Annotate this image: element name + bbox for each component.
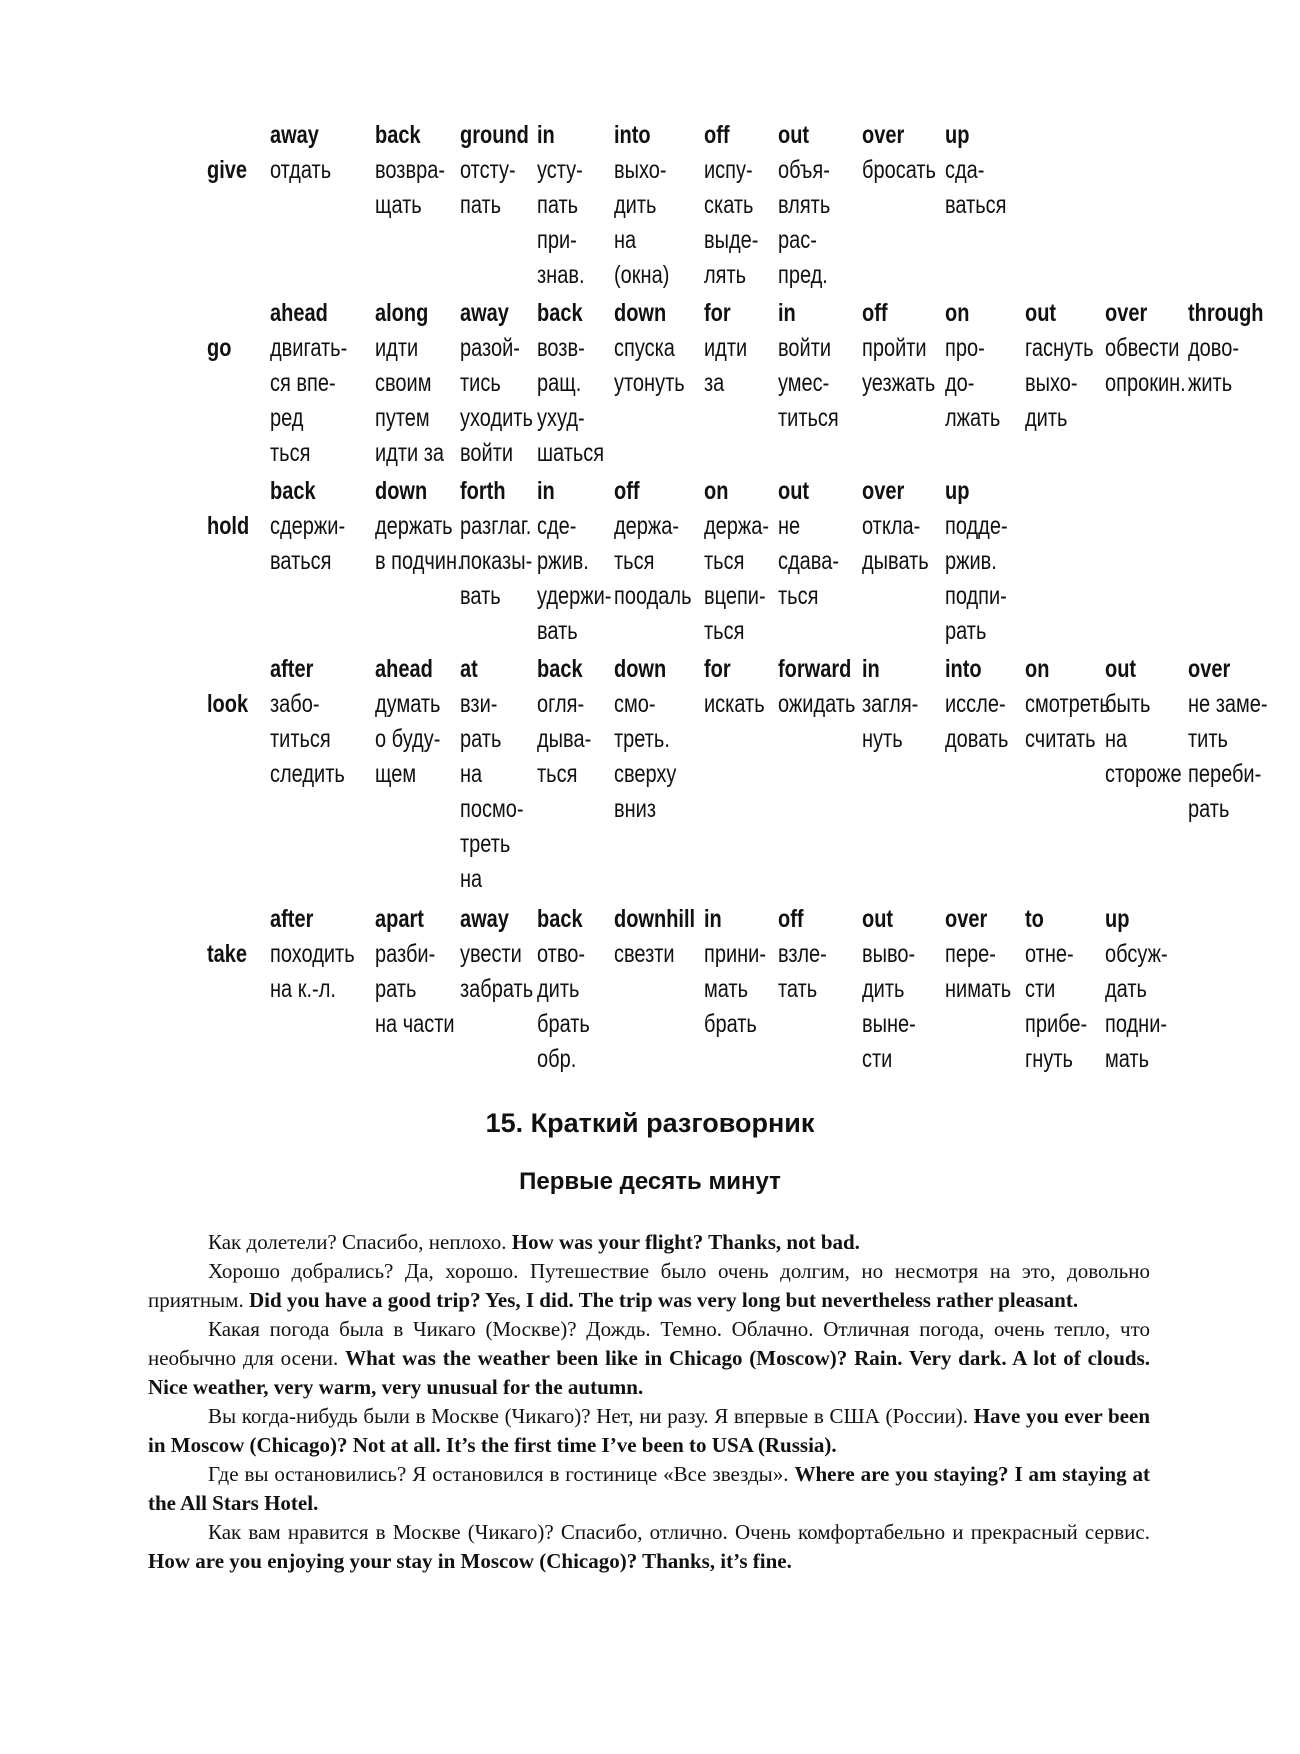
meaning-line: дить: [862, 975, 905, 1003]
meaning-line: смо-: [614, 690, 656, 718]
russian-text: Вы когда-нибудь были в Москве (Чикаго)? Нет, ни разу. Я впервые в США (России).: [208, 1404, 968, 1428]
english-text: Did you have a good trip? Yes, I did. The trip was very long but nevertheless rather pleasant.: [248, 1288, 1079, 1312]
dialogue-paragraph: [148, 1228, 1150, 1257]
meaning-line: огля-: [537, 690, 585, 718]
meaning-line: объя-: [778, 156, 830, 184]
meaning-line: дывать: [862, 547, 929, 575]
meaning-line: щем: [375, 760, 417, 788]
russian-text: Хорошо добрались? Да, хорошо. Путешествие было очень долгим, но несмотря на это, довольно приятным.: [148, 1259, 1150, 1312]
dialogue-paragraph: [148, 1518, 1150, 1576]
meaning-line: разой-: [460, 334, 520, 362]
particle: apart: [375, 905, 424, 933]
meaning-line: титься: [778, 404, 839, 432]
meaning-line: стороже: [1105, 760, 1182, 788]
particle: down: [614, 655, 667, 683]
particle: back: [537, 905, 583, 933]
meaning-line: ться: [778, 582, 819, 610]
russian-text: Как вам нравится в Москве (Чикаго)? Спасибо, отлично. Очень комфортабельно и прекрасный сервис.: [208, 1520, 1150, 1544]
particle: over: [862, 121, 905, 149]
particle: on: [945, 299, 970, 327]
particle: in: [537, 121, 555, 149]
meaning-line: быть: [1105, 690, 1151, 718]
meaning-line: отне-: [1025, 940, 1074, 968]
meaning-line: знав.: [537, 261, 585, 289]
meaning-line: рас-: [778, 226, 817, 254]
meaning-line: испу-: [704, 156, 753, 184]
meaning-line: сдержи-: [270, 512, 346, 540]
meaning-line: возвра-: [375, 156, 445, 184]
meaning-line: обр.: [537, 1045, 577, 1073]
particle: off: [614, 477, 640, 505]
meaning-line: путем: [375, 404, 430, 432]
meaning-line: ржив.: [537, 547, 589, 575]
meaning-line: посмо-: [460, 795, 524, 823]
meaning-line: утонуть: [614, 369, 685, 397]
meaning-line: искать: [704, 690, 765, 718]
particle: for: [704, 655, 731, 683]
section-heading: 15. Краткий разговорник: [485, 1108, 815, 1138]
meaning-line: отво-: [537, 940, 586, 968]
dialogue-paragraph: [148, 1460, 1150, 1518]
particle: forward: [778, 655, 852, 683]
meaning-line: мать: [1105, 1045, 1150, 1073]
meaning-line: обвести: [1105, 334, 1180, 362]
meaning-line: влять: [778, 191, 831, 219]
meaning-line: разглаг.: [460, 512, 532, 540]
meaning-line: сде-: [537, 512, 577, 540]
meaning-line: треть: [460, 830, 511, 858]
meaning-line: сти: [1025, 975, 1056, 1003]
particle: into: [945, 655, 982, 683]
meaning-line: войти: [460, 439, 514, 467]
meaning-line: выде-: [704, 226, 759, 254]
meaning-line: рать: [460, 725, 502, 753]
meaning-line: ться: [704, 617, 745, 645]
particle: for: [704, 299, 731, 327]
meaning-line: мать: [704, 975, 749, 1003]
meaning-line: пред.: [778, 261, 828, 289]
particle: out: [1105, 655, 1137, 683]
meaning-line: вать: [537, 617, 578, 645]
meaning-line: свезти: [614, 940, 675, 968]
particle: downhill: [614, 905, 696, 933]
meaning-line: ухуд-: [537, 404, 585, 432]
particle: on: [704, 477, 729, 505]
meaning-line: гнуть: [1025, 1045, 1073, 1073]
particle: in: [537, 477, 555, 505]
russian-text: Как долетели? Спасибо, неплохо.: [208, 1230, 507, 1254]
meaning-line: пать: [460, 191, 502, 219]
verb-label: go: [207, 334, 232, 362]
meaning-line: рать: [945, 617, 987, 645]
meaning-line: треть.: [614, 725, 670, 753]
meaning-line: иссле-: [945, 690, 1006, 718]
meaning-line: следить: [270, 760, 345, 788]
meaning-line: сда-: [945, 156, 985, 184]
meaning-line: пать: [537, 191, 579, 219]
meaning-line: идти: [704, 334, 748, 362]
meaning-line: уходить: [460, 404, 533, 432]
particle: on: [1025, 655, 1050, 683]
phrasebook-dialogue: [148, 1228, 1150, 1576]
particle: up: [945, 121, 970, 149]
particle: out: [862, 905, 894, 933]
meaning-line: титься: [270, 725, 331, 753]
meaning-line: спуска: [614, 334, 675, 362]
meaning-line: пере-: [945, 940, 996, 968]
meaning-line: разби-: [375, 940, 436, 968]
meaning-line: ться: [270, 439, 311, 467]
particle: back: [537, 299, 583, 327]
meaning-line: дить: [1025, 404, 1068, 432]
meaning-line: ться: [704, 547, 745, 575]
particle: up: [945, 477, 970, 505]
meaning-line: смотреть: [1025, 690, 1110, 718]
english-text: What was the weather been like in Chicago (Moscow)? Rain. Very dark. A lot of clouds. Nice weather, very warm, very unusual for the autumn.: [148, 1346, 1151, 1399]
meaning-line: усту-: [537, 156, 583, 184]
meaning-line: в подчин.: [375, 547, 463, 575]
english-text: Have you ever been in Moscow (Chicago)? Not at all. It’s the first time I’ve been to USA (Russia).: [148, 1404, 1151, 1457]
meaning-line: прибе-: [1025, 1010, 1088, 1038]
meaning-line: не: [778, 512, 801, 540]
meaning-line: поодаль: [614, 582, 692, 610]
meaning-line: дить: [614, 191, 657, 219]
particle: in: [704, 905, 722, 933]
meaning-line: подпи-: [945, 582, 1007, 610]
meaning-line: забо-: [270, 690, 320, 718]
meaning-line: на части: [375, 1010, 455, 1038]
russian-text: Какая погода была в Чикаго (Москве)? Дождь. Темно. Облачно. Отличная погода, очень тепло, что необычно для осени.: [148, 1317, 1150, 1370]
meaning-line: подде-: [945, 512, 1008, 540]
particle: in: [778, 299, 796, 327]
particle: back: [270, 477, 316, 505]
meaning-line: сдава-: [778, 547, 839, 575]
meaning-line: нимать: [945, 975, 1012, 1003]
meaning-line: лять: [704, 261, 747, 289]
meaning-line: ожидать: [778, 690, 856, 718]
meaning-line: показы-: [460, 547, 533, 575]
meaning-line: о буду-: [375, 725, 441, 753]
particle: away: [270, 121, 319, 149]
particle: over: [1188, 655, 1231, 683]
english-text: Where are you staying? I am staying at the All Stars Hotel.: [148, 1462, 1150, 1515]
meaning-line: ваться: [945, 191, 1007, 219]
meaning-line: на: [614, 226, 637, 254]
meaning-line: войти: [778, 334, 832, 362]
meaning-line: идти за: [375, 439, 445, 467]
meaning-line: дово-: [1188, 334, 1239, 362]
meaning-line: сверху: [614, 760, 677, 788]
meaning-line: рать: [375, 975, 417, 1003]
particle: to: [1025, 905, 1044, 933]
meaning-line: обсуж-: [1105, 940, 1168, 968]
meaning-line: считать: [1025, 725, 1096, 753]
meaning-line: на: [460, 760, 483, 788]
meaning-line: отсту-: [460, 156, 516, 184]
meaning-line: уезжать: [862, 369, 936, 397]
meaning-line: ться: [614, 547, 655, 575]
meaning-line: ся впе-: [270, 369, 336, 397]
meaning-line: откла-: [862, 512, 921, 540]
meaning-line: на к.-л.: [270, 975, 336, 1003]
meaning-line: взи-: [460, 690, 498, 718]
particle: out: [778, 121, 810, 149]
meaning-line: жить: [1188, 369, 1233, 397]
meaning-line: загля-: [862, 690, 919, 718]
meaning-line: выхо-: [1025, 369, 1078, 397]
verb-label: give: [207, 156, 248, 184]
english-text: How are you enjoying your stay in Moscow (Chicago)? Thanks, it’s fine.: [148, 1549, 792, 1573]
particle: through: [1188, 299, 1264, 327]
particle: away: [460, 299, 509, 327]
meaning-line: походить: [270, 940, 355, 968]
meaning-line: выне-: [862, 1010, 916, 1038]
meaning-line: на: [1105, 725, 1128, 753]
meaning-line: шаться: [537, 439, 605, 467]
verb-label: look: [207, 690, 249, 718]
meaning-line: брать: [537, 1010, 590, 1038]
meaning-line: скать: [704, 191, 754, 219]
particle: into: [614, 121, 651, 149]
meaning-line: ред: [270, 404, 304, 432]
meaning-line: умес-: [778, 369, 830, 397]
particle: over: [862, 477, 905, 505]
particle: ahead: [375, 655, 433, 683]
meaning-line: увести: [460, 940, 522, 968]
meaning-line: дить: [537, 975, 580, 1003]
meaning-line: тить: [1188, 725, 1228, 753]
meaning-line: лжать: [945, 404, 1001, 432]
particle: along: [375, 299, 429, 327]
particle: ground: [460, 121, 529, 149]
particle: up: [1105, 905, 1130, 933]
meaning-line: на: [460, 865, 483, 893]
meaning-line: прини-: [704, 940, 767, 968]
meaning-line: дыва-: [537, 725, 592, 753]
meaning-line: ращ.: [537, 369, 582, 397]
meaning-line: подни-: [1105, 1010, 1168, 1038]
particle: down: [375, 477, 428, 505]
meaning-line: за: [704, 369, 725, 397]
meaning-line: переби-: [1188, 760, 1262, 788]
meaning-line: держать: [375, 512, 453, 540]
meaning-line: своим: [375, 369, 432, 397]
russian-text: Где вы остановились? Я остановился в гостинице «Все звезды».: [208, 1462, 789, 1486]
meaning-line: тись: [460, 369, 501, 397]
meaning-line: выво-: [862, 940, 916, 968]
particle: over: [945, 905, 988, 933]
meaning-line: выхо-: [614, 156, 667, 184]
meaning-line: брать: [704, 1010, 757, 1038]
meaning-line: довать: [945, 725, 1009, 753]
particle: after: [270, 905, 314, 933]
meaning-line: вниз: [614, 795, 657, 823]
dialogue-paragraph: [148, 1315, 1150, 1402]
meaning-line: пройти: [862, 334, 927, 362]
subsection-heading: Первые десять минут: [519, 1168, 781, 1195]
particle: after: [270, 655, 314, 683]
meaning-line: при-: [537, 226, 577, 254]
meaning-line: взле-: [778, 940, 827, 968]
meaning-line: ржив.: [945, 547, 997, 575]
meaning-line: двигать-: [270, 334, 348, 362]
particle: back: [375, 121, 421, 149]
meaning-line: отдать: [270, 156, 332, 184]
meaning-line: сти: [862, 1045, 893, 1073]
particle: off: [862, 299, 888, 327]
meaning-line: щать: [375, 191, 422, 219]
meaning-line: гаснуть: [1025, 334, 1094, 362]
meaning-line: бросать: [862, 156, 936, 184]
english-text: How was your flight? Thanks, not bad.: [511, 1230, 860, 1254]
meaning-line: идти: [375, 334, 419, 362]
particle: at: [460, 655, 478, 683]
meaning-line: рать: [1188, 795, 1230, 823]
meaning-line: держа-: [614, 512, 680, 540]
meaning-line: не заме-: [1188, 690, 1268, 718]
meaning-line: возв-: [537, 334, 585, 362]
meaning-line: вцепи-: [704, 582, 766, 610]
verb-label: hold: [207, 512, 250, 540]
particle: over: [1105, 299, 1148, 327]
meaning-line: нуть: [862, 725, 903, 753]
meaning-line: вать: [460, 582, 501, 610]
meaning-line: опрокин.: [1105, 369, 1186, 397]
meaning-line: (окна): [614, 261, 670, 289]
dialogue-paragraph: [148, 1402, 1150, 1460]
particle: forth: [460, 477, 506, 505]
particle: in: [862, 655, 880, 683]
meaning-line: держа-: [704, 512, 770, 540]
particle: away: [460, 905, 509, 933]
verb-label: take: [207, 940, 248, 968]
meaning-line: думать: [375, 690, 441, 718]
meaning-line: забрать: [460, 975, 534, 1003]
meaning-line: удержи-: [537, 582, 612, 610]
dialogue-paragraph: [148, 1257, 1150, 1315]
meaning-line: ваться: [270, 547, 332, 575]
particle: out: [1025, 299, 1057, 327]
meaning-line: до-: [945, 369, 975, 397]
particle: off: [704, 121, 730, 149]
meaning-line: ться: [537, 760, 578, 788]
meaning-line: про-: [945, 334, 985, 362]
particle: off: [778, 905, 804, 933]
particle: down: [614, 299, 667, 327]
particle: out: [778, 477, 810, 505]
meaning-line: тать: [778, 975, 818, 1003]
particle: back: [537, 655, 583, 683]
meaning-line: дать: [1105, 975, 1147, 1003]
particle: ahead: [270, 299, 328, 327]
